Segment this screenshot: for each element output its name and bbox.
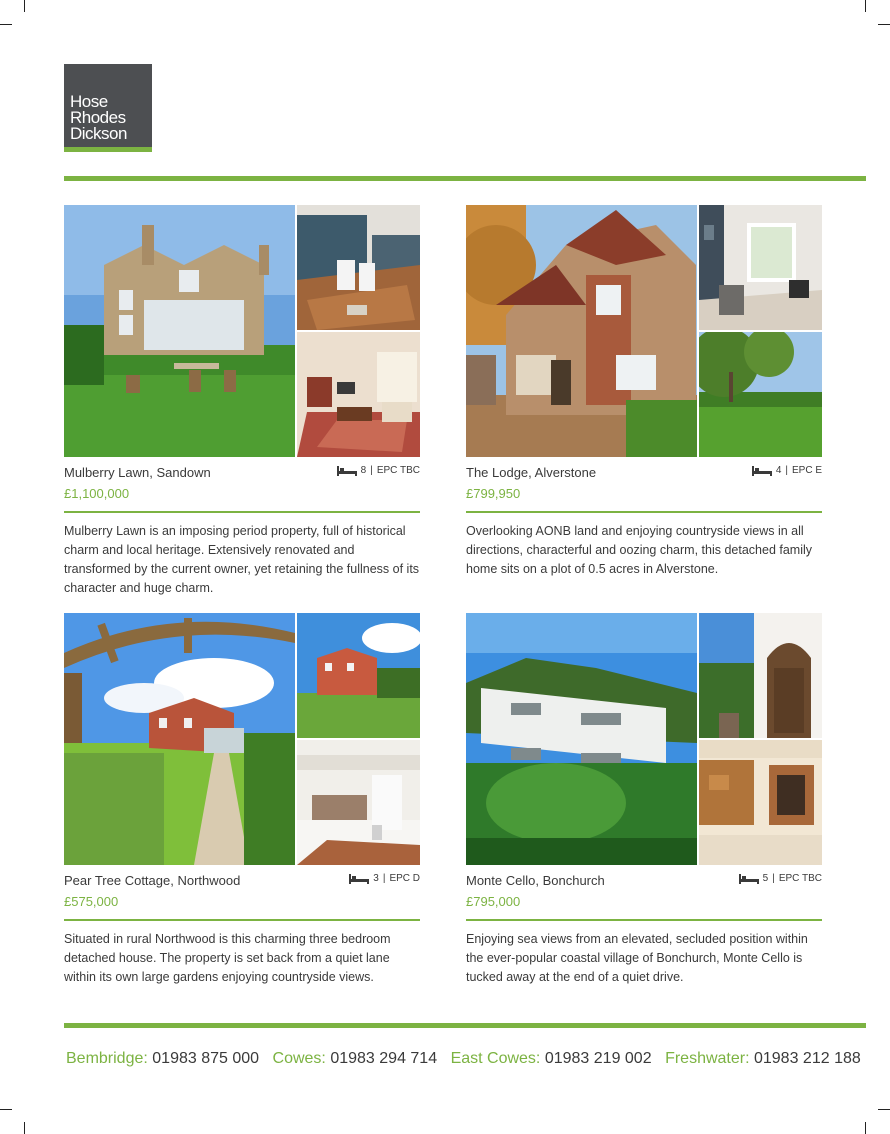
property-price: £795,000	[466, 894, 521, 909]
property-meta	[64, 873, 420, 919]
property-name[interactable]: Mulberry Lawn, Sandown	[64, 465, 211, 480]
office-label: East Cowes:	[450, 1050, 541, 1067]
property-thumbnail[interactable]	[699, 332, 822, 457]
spec-separator: |	[370, 465, 373, 476]
logo-line: Rhodes	[70, 108, 126, 127]
property-price: £1,100,000	[64, 486, 130, 501]
crop-mark	[878, 24, 890, 25]
logo-line: Hose	[70, 92, 108, 111]
property-specs	[752, 465, 822, 476]
office-contacts	[66, 1050, 870, 1068]
bed-icon	[752, 466, 772, 476]
office-label: Cowes:	[272, 1050, 326, 1067]
bottom-divider	[64, 1023, 866, 1028]
property-thumbnail[interactable]	[297, 613, 420, 738]
crop-mark	[24, 0, 25, 12]
property-specs	[739, 873, 822, 884]
property-main-photo[interactable]	[64, 205, 295, 457]
property-thumbnail[interactable]	[699, 613, 822, 738]
office-phone[interactable]: 01983 212 188	[753, 1050, 861, 1067]
property-price: £799,950	[466, 486, 521, 501]
brand-logo	[64, 64, 152, 152]
property-thumbnail[interactable]	[297, 740, 420, 865]
property-specs	[337, 465, 420, 476]
office-phone[interactable]: 01983 219 002	[544, 1050, 652, 1067]
crop-mark	[878, 1109, 890, 1110]
property-thumbnail[interactable]	[699, 740, 822, 865]
property-meta	[64, 465, 420, 511]
crop-mark	[24, 1122, 25, 1134]
card-divider	[466, 511, 822, 513]
property-price: £575,000	[64, 894, 119, 909]
property-photos	[466, 205, 822, 457]
epc-rating: EPC E	[791, 465, 822, 476]
epc-rating: EPC TBC	[376, 465, 420, 476]
spec-separator: |	[382, 873, 386, 884]
crop-mark	[865, 0, 866, 12]
bedroom-count: 5	[762, 873, 769, 884]
office-phone[interactable]: 01983 875 000	[152, 1050, 260, 1067]
property-name[interactable]: The Lodge, Alverstone	[466, 465, 597, 480]
property-card[interactable]	[466, 613, 822, 987]
property-card[interactable]	[64, 205, 420, 598]
top-divider	[64, 176, 866, 181]
office-label: Freshwater:	[665, 1050, 750, 1067]
property-card[interactable]	[64, 613, 420, 987]
epc-rating: EPC D	[389, 873, 420, 884]
card-divider	[466, 919, 822, 921]
property-name[interactable]: Monte Cello, Bonchurch	[466, 873, 605, 888]
bedroom-count: 8	[360, 465, 367, 476]
property-photos	[64, 613, 420, 865]
office-label: Bembridge:	[66, 1050, 148, 1067]
property-meta	[466, 873, 822, 919]
property-card[interactable]	[466, 205, 822, 579]
logo-line: Dickson	[70, 124, 127, 143]
spec-separator: |	[785, 465, 788, 476]
bedroom-count: 3	[373, 873, 379, 884]
property-photos	[466, 613, 822, 865]
property-name[interactable]: Pear Tree Cottage, Northwood	[64, 873, 241, 888]
property-thumbnail[interactable]	[297, 205, 420, 330]
property-main-photo[interactable]	[64, 613, 295, 865]
property-description: Mulberry Lawn is an imposing period property, full of historical charm and local heritage. Extensively renovated and transformed by the current owner, yet retaining the fullness of its character and huge charm.	[64, 524, 420, 595]
card-divider	[64, 919, 420, 921]
property-photos	[64, 205, 420, 457]
property-description: Situated in rural Northwood is this charming three bedroom detached house. The property is set back from a quiet lane within its own large gardens enjoying countryside views.	[64, 932, 391, 984]
bed-icon	[349, 874, 369, 884]
property-main-photo[interactable]	[466, 613, 697, 865]
crop-mark	[0, 1109, 12, 1110]
bed-icon	[739, 874, 759, 884]
property-description: Enjoying sea views from an elevated, secluded position within the ever-popular coastal village of Bonchurch, Monte Cello is tucked away at the end of a quiet drive.	[466, 932, 808, 984]
property-specs	[349, 873, 420, 884]
property-main-photo[interactable]	[466, 205, 697, 457]
property-thumbnail[interactable]	[699, 205, 822, 330]
office-phone[interactable]: 01983 294 714	[330, 1050, 438, 1067]
property-thumbnail[interactable]	[297, 332, 420, 457]
bed-icon	[337, 466, 357, 476]
property-description: Overlooking AONB land and enjoying countryside views in all directions, characterful and oozing charm, this detached family home sits on a plot of 0.5 acres in Alverstone.	[466, 524, 813, 576]
card-divider	[64, 511, 420, 513]
bedroom-count: 4	[775, 465, 782, 476]
crop-mark	[865, 1122, 866, 1134]
property-meta	[466, 465, 822, 511]
crop-mark	[0, 24, 12, 25]
epc-rating: EPC TBC	[778, 873, 822, 884]
spec-separator: |	[772, 873, 775, 884]
